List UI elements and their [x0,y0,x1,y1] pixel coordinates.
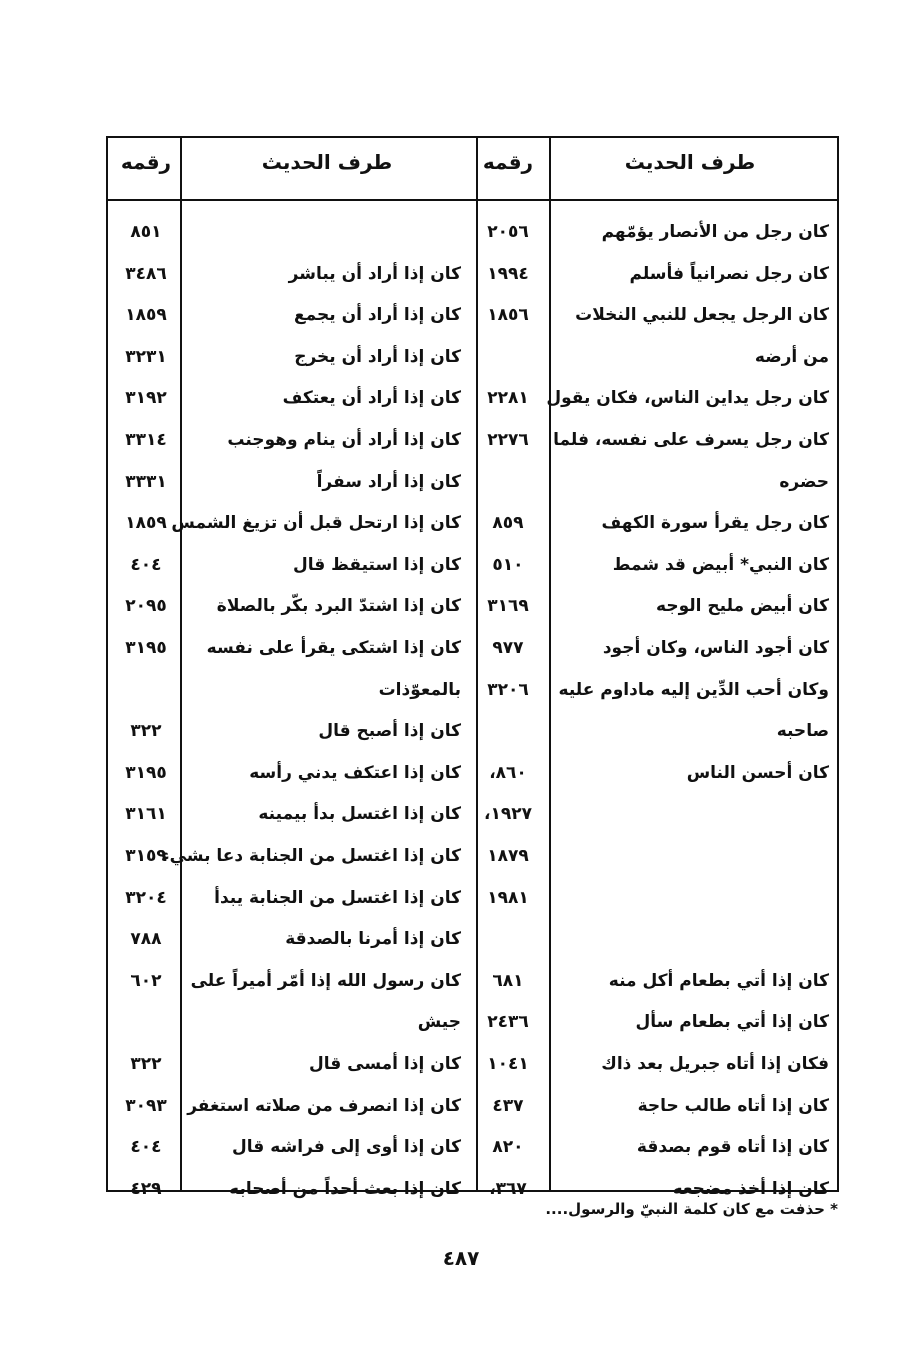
hadith-number-right: ٣٦٧، [489,1178,527,1199]
hadith-number-left: ٣١٩٥ [125,638,167,658]
hadith-number-right: ٨٦٠، [489,762,527,783]
hadith-text-left: كان إذا اغتسل بدأ بيمينه [258,804,461,825]
hadith-number-left: ٢٠٩٥ [125,596,167,617]
hadith-number-right: ٥١٠ [492,554,524,575]
hadith-text-left: كان إذا استيقظ قال [292,554,461,575]
hadith-number-left: ٣٢٠٤ [125,887,167,908]
table-row [108,505,837,547]
hadith-number-right: ٢٢٧٦ [487,430,529,450]
hadith-text-left: كان إذا أراد أن يجمع [294,305,461,326]
hadith-number-left: ١٨٥٩ [125,305,167,326]
table-row [108,921,837,963]
hadith-text-right: كان رجل من الأنصار يؤمّهم [601,222,829,242]
table-row [108,755,837,797]
hadith-text-left: كان إذا انصرف من صلاته استغفر [187,1095,461,1116]
hadith-text-left: كان إذا أراد أن ينام وهوجنب [227,430,461,450]
hadith-text-left: كان رسول الله إذا أمّر أميراً على [190,970,461,991]
table-row [108,838,837,880]
table-row [108,422,837,464]
table-row [108,547,837,589]
hadith-text-right: كان إذا أتاه قوم بصدقة [636,1137,829,1158]
hadith-text-right: كان إذا أتي بطعام أكل منه [608,970,829,991]
hadith-number-left: ٨٥١ [130,222,162,242]
hadith-number-left: ٣١٦١ [125,804,167,825]
hadith-text-right: كان الرجل يجعل للنبي النخلات [575,305,829,326]
hadith-text-right: كان إذا أخذ مضجعه [672,1178,829,1199]
table-row [108,1046,837,1088]
hadith-number-left: ١٨٥٩ [125,513,167,534]
hadith-number-left: ٣٢٢ [130,721,162,742]
hadith-text-right: كان رجل يسرف على نفسه، فلما [553,430,829,450]
hadith-number-right: ٦٨١ [492,970,524,991]
hadith-number-right: ٢٢٨١ [487,388,529,409]
hadith-number-left: ٣٠٩٣ [125,1095,167,1116]
hadith-text-right: كان رجل نصرانياً فأسلم [629,263,829,284]
page-number: ٤٨٧ [442,1246,480,1270]
hadith-number-right: ٨٢٠ [492,1137,524,1158]
table-row [108,672,837,714]
hadith-text-left: كان إذا اعتكف يدني رأسه [249,762,461,783]
header-number-right: رقمه [482,150,534,174]
hadith-text-left: كان إذا اشتكى يقرأ على نفسه [206,638,461,658]
table-row [108,214,837,256]
header-hadith-left: طرف الحديث [261,150,393,174]
footnote: * حذفت مع كان كلمة النبيّ والرسول.... [545,1200,838,1218]
hadith-text-right: كان أحسن الناس [686,762,829,783]
table-row [108,1004,837,1046]
hadith-text-left: كان إذا أراد سفراً [316,471,461,492]
table-row [108,880,837,922]
hadith-text-left: بالمعوّذات [378,679,461,700]
hadith-number-right: ٣١٦٩ [487,596,529,617]
hadith-text-left: كان إذا أراد أن يعتكف [282,388,461,409]
hadith-number-right: ١٩٨١ [487,887,529,908]
table-row [108,339,837,381]
hadith-text-left: كان إذا أمسى قال [308,1054,461,1074]
hadith-number-right: ١٠٤١ [487,1054,529,1074]
hadith-number-left: ٣١٩٥ [125,762,167,783]
hadith-number-right: ١٩٢٧، [484,804,532,825]
hadith-number-left: ٣٣١٤ [125,430,167,450]
hadith-number-left: ٤٢٩ [130,1178,162,1199]
hadith-text-right: كان أجود الناس، وكان أجود [602,638,829,658]
hadith-text-left: كان إذا أراد أن يباشر [288,263,461,284]
hadith-text-right: كان أبيض مليح الوجه [656,596,829,617]
hadith-number-left: ٤٠٤ [130,1137,162,1158]
table-row [108,464,837,506]
hadith-text-left: كان إذا بعث أحداً من أصحابه [229,1178,461,1199]
hadith-text-left: جيش [417,1012,461,1033]
hadith-number-right: ١٨٧٩ [487,846,529,866]
hadith-text-right: حضره [779,471,829,492]
hadith-text-left: كان إذا أوى إلى فراشه قال [232,1137,461,1158]
hadith-text-right: كان رجل يداين الناس، فكان يقول [546,388,829,409]
hadith-text-left: كان إذا اغتسل من الجنابة دعا بشيء [160,846,461,866]
hadith-number-left: ٣٣٣١ [125,471,167,492]
table-row [108,1088,837,1130]
hadith-number-left: ٦٠٢ [130,970,162,991]
hadith-text-right: كان إذا أتاه طالب حاجة [637,1095,829,1116]
hadith-number-left: ٧٨٨ [130,929,162,950]
table-row [108,713,837,755]
hadith-text-right: كان النبي* أبيض قد شمط [612,554,829,575]
header-hadith-right: طرف الحديث [624,150,756,174]
hadith-text-left: كان إذا اغتسل من الجنابة يبدأ [214,887,461,908]
table-row [108,380,837,422]
hadith-number-right: ٩٧٧ [492,638,524,658]
hadith-number-left: ٤٠٤ [130,554,162,575]
header-divider [108,199,837,201]
hadith-text-left: كان إذا اشتدّ البرد بكّر بالصلاة [216,596,461,617]
hadith-text-left: كان إذا أصبح قال [318,721,461,742]
hadith-text-right: وكان أحب الدِّين إليه ماداوم عليه [558,679,829,700]
table-row [108,796,837,838]
hadith-text-right: من أرضه [754,346,829,367]
hadith-text-right: كان رجل يقرأ سورة الكهف [601,513,829,534]
hadith-number-left: ٣٤٨٦ [125,263,167,284]
header-number-left: رقمه [120,150,172,174]
table-row [108,588,837,630]
hadith-number-left: ٣١٥٩ [125,846,167,866]
hadith-text-right: فكان إذا أتاه جبريل بعد ذاك [601,1054,829,1074]
hadith-number-right: ٨٥٩ [492,513,524,534]
hadith-number-left: ٣٢٣١ [125,346,167,367]
hadith-text-right: صاحبه [776,721,829,742]
hadith-number-right: ٣٢٠٦ [487,679,529,700]
hadith-number-right: ٤٣٧ [492,1095,524,1116]
table-row [108,256,837,298]
table-row [108,963,837,1005]
hadith-number-right: ١٩٩٤ [487,263,529,284]
hadith-number-right: ٢٤٣٦ [487,1012,529,1033]
index-table [106,136,839,1199]
table-row [108,630,837,672]
hadith-number-left: ٣١٩٢ [125,388,167,409]
hadith-text-left: كان إذا أراد أن يخرج [294,346,461,367]
hadith-text-right: كان إذا أتي بطعام سأل [635,1012,829,1033]
table-row [108,1129,837,1171]
hadith-text-left: كان إذا ارتحل قبل أن تزيغ الشمس [171,513,461,534]
hadith-number-right: ١٨٥٦ [487,305,529,326]
table-row [108,297,837,339]
hadith-number-left: ٣٢٢ [130,1054,162,1074]
hadith-text-left: كان إذا أمرنا بالصدقة [285,929,461,950]
hadith-number-right: ٢٠٥٦ [487,222,529,242]
